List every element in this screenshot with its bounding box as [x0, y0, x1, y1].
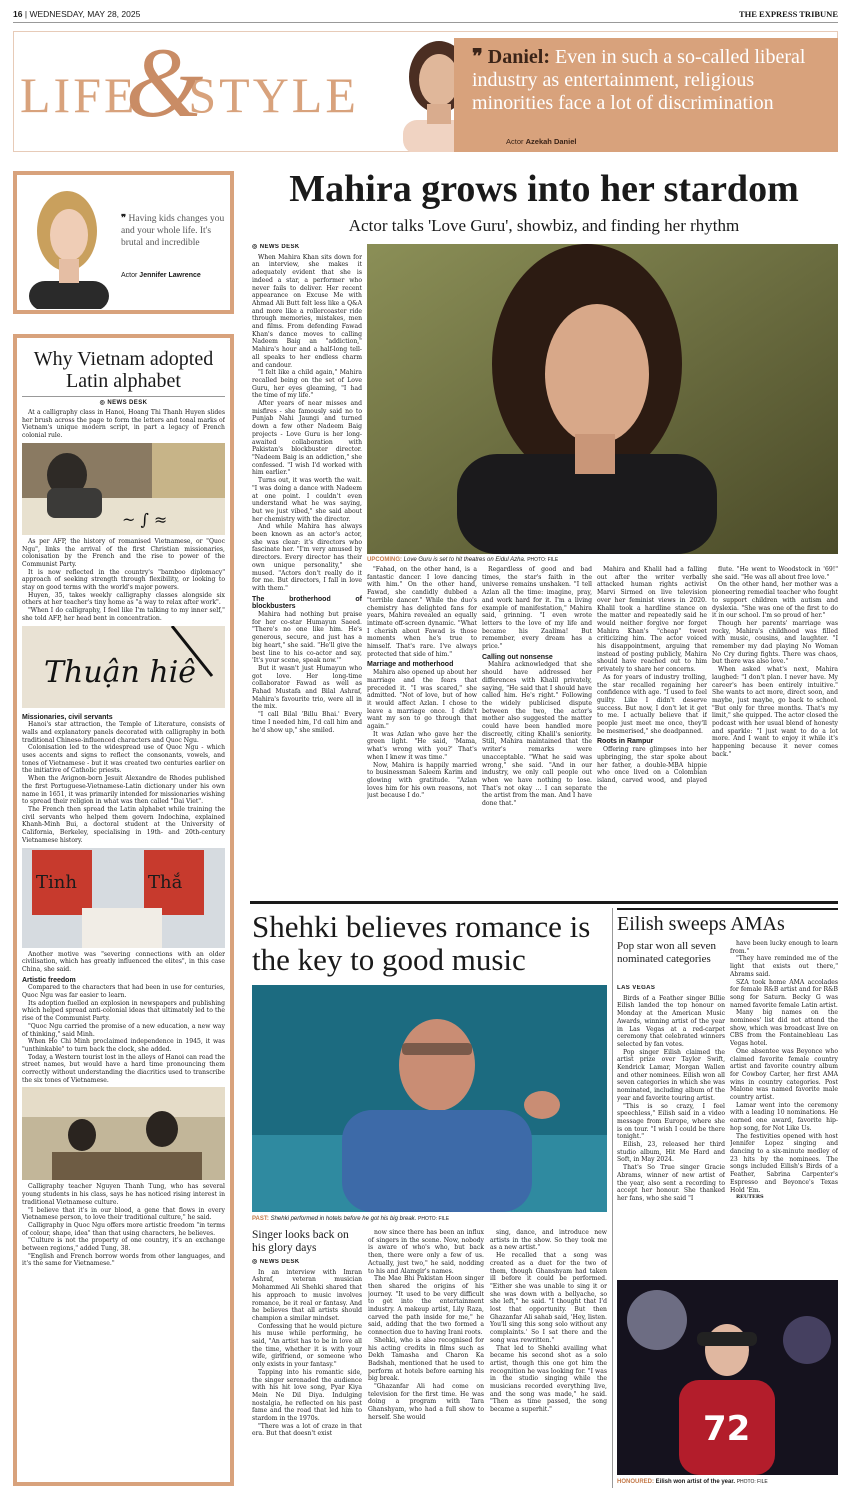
eilish-tag: LAS VEGAS: [617, 985, 656, 991]
shehki-image: [252, 985, 607, 1212]
news-desk-icon: ◎: [252, 1259, 258, 1265]
folio: 16 | WEDNESDAY, MAY 28, 2025 THE EXPRESS TRIBUNE: [13, 9, 838, 23]
vietnam-photo-3: [22, 848, 225, 948]
vietnam-body-2: Missionaries, civil servants Hanoi's star attraction, the Temple of Literature, consists of walls and explanatory panels decorated with calligraphy in both traditional Chinese-influenced characters and Quoc Ngu. Colonisation led to the widespread use of Quoc Ngu - which uses accents and signs to reflect the consonants, vowels, and tones of Vietnamese - but it was created two centuries earlier on the initiative of Catholic priests. When the Avignon-born Jesuit Alexandre de Rhodes published the first Portuguese-Vietnamese-Latin dictionary under his own name in 1651, it was primarily intended for missionaries wishing to spread their religion in what was then called "Dai Viet". The French then spread the Latin alphabet while training the civil servants who helped them govern Indochina, explained Khanh-Minh Bui, a doctoral student at the University of California, Berkeley, specialising in 19th- and 20th-century Vietnamese history.: [22, 713, 225, 844]
svg-text:Thuận hiê: Thuận hiê: [44, 654, 197, 690]
mahira-tag: ◎ NEWS DESK: [252, 244, 300, 250]
mahira-caption: UPCOMING: Love Guru is set to hit theatres on Eidul Azha. PHOTO: FILE: [367, 557, 559, 563]
mahira-col-3: Regardless of good and bad times, the star's faith in the universe remains unshaken. "I tell Azlan all the time: imagine, pray, and work hard for it. I'm a living example of manifestation," Mahira said, grinning. "I even wrote letters to the love of my life and became his Zaalima! But remember, every dream has a price." Calling out nonsense Mahira acknowledged that she should have addressed her differences with Khalil privately, saying, "He said that I should have called him. He's right." Following the widely publicised dispute between the two, the actor's mother also suggested the matter could have been handled more discreetly, citing Khalil's seniority. Still, Mahira maintained that the writer's remarks were unacceptable. "What he said was wrong," she said. "And in our industry, we only call people out when we have nothing to lose. That's not okay ... I can separate the artist from the man. And I have done that.": [482, 566, 592, 808]
masthead-quote-box: [454, 38, 838, 152]
eilish-col-1: LAS VEGAS Birds of a Feather singer Billie Eilish landed the top honour on Monday at the American Music Awards, winning artist of the year in Las Vegas at a red-carpet ceremony that celebrated winners selected by fan votes. Pop singer Eilish claimed the artist prize over Taylor Swift, Kendrick Lamar, Morgan Wallen and other nominees. Eilish won all seven categories in which she was nominated, including album of the year and favorite touring artist. "This is so crazy, I feel speechless," Eilish said in a video message from Europe, where she is on tour. "I wish I could be there tonight." Eilish, 23, released her third studio album, Hit Me Hard and Soft, in May 2024. That's So True singer Gracie Abrams, winner of new artist of the year, also sent a recording to accept her honour. She thanked her fans, who she said "I: [617, 985, 725, 1202]
mahira-title: Mahira grows into her stardom: [289, 168, 799, 210]
shehki-caption: PAST: Shehki performed in hotels before he got his big break. PHOTO: FILE: [252, 1216, 450, 1222]
calligraphy-script-image: [22, 626, 225, 708]
portrait-image: [17, 181, 117, 309]
shehki-col-3: sing, dance, and introduce new artists in the show. So they took me as a new artist." He recalled that a song was created as a duet for the two of them, though Ghanshyam had taken ill before it could be performed. "Either she was unable to sing it or she was down with a bellyache, so she left," he said. "I thought that I'd lost that opportunity. But then Ghazanfar Ali sahab said, 'Hey, listen. You'll sing this song solo without any complaints.' So I sat there and the song was rewritten." That led to Shehki availing what became his second shot as a solo artist, though this one got him the recognition he was looking for. "I was in the studio singing while the musicians recorded everything live, and the song was made," he said. "Then as time passed, the song became a superhit.": [490, 1229, 607, 1414]
quote-marks-icon: ❞: [472, 46, 483, 68]
vietnam-intro: At a calligraphy class in Hanoi, Hoang Thi Thanh Huyen slides her brush across the page to form the letters and tonal marks of Vietnam's unique modern script, in part a legacy of French colonial rule.: [22, 409, 225, 440]
vietnam-body-1: As per AFP, the history of romanised Vietnamese, or "Quoc Ngu", links the arrival of the first Christian missionaries, colonisation by the French and the rise to power of the Communist Party. It is now reflected in the country's "bamboo diplomacy" approach of seeking strength through flexibility, or looking to stay on good terms with the world's major powers. Huyen, 35, takes weekly calligraphy classes alongside six others at her teacher's tiny home as "a way to relax after work". "When I do calligraphy, I feel like I'm talking to my inner self," she told AFP, her head bent in concentration.: [22, 537, 225, 622]
shehki-deck: Singer looks back on his glory days: [252, 1229, 349, 1254]
mahira-col-5: flute. "He went to Woodstock in '69!" she said. "He was all about free love." On the other hand, her mother was a pioneering remedial teacher who fought to support children with autism and dyslexia. "She was one of the first to do it in our school. I'm so proud of her." Though her parents' marriage was rocky, Mahira's childhood was filled with music, cousins, and laughter. "I remember my dad playing No Woman No Cry during fights. There was chaos, but there was also love." When asked what's next, Mahira laughed: "I don't plan. I never have. My career's has been entirely intuitive." She wants to act more, direct soon, and maybe, just maybe, go back to school. "But only for three months. That's my limit," she quipped. The actor closed the podcast with her usual blend of honesty and sparkle: "I just want to do a lot more. And I want to enjoy it while it's happening because it never comes back.": [712, 566, 838, 758]
quote-name: Daniel:: [487, 46, 550, 68]
vietnam-body-3: Another motive was "severing connections with an older civilisation, which has greatly influenced the elites", in this case China, she said. Artistic freedom Compared to the characters that had been in use for centuries, Quoc Ngu was far easier to learn. Its adoption fuelled an explosion in newspapers and publishing which helped spread anti-colonial ideas that ultimately led to the rise of the Communist Party. "Quoc Ngu carried the promise of a new education, a new way of thinking," said Minh. When Ho Chi Minh proclaimed independence in 1945, it was "unthinkable" to turn back the clock, she added. Today, a Western tourist lost in the alleys of Hanoi can read the street names, but would have a hard time pronouncing them correctly without understanding the diacritics used to transcribe the six tones of Vietnamese.: [22, 950, 225, 1084]
quote-text: Even in such a so-called liberal industry as entertainment, religious minorities face a lot of discrimination: [472, 46, 806, 114]
news-desk-icon: ◎: [252, 244, 258, 250]
lawrence-photo: [17, 181, 117, 309]
shehki-tag: ◎ NEWS DESK: [252, 1259, 300, 1265]
masthead: [13, 27, 838, 152]
sidebar-quote-credit: Actor Jennifer Lawrence: [121, 272, 201, 279]
vietnam-photo-1: [22, 443, 225, 535]
eilish-caption: HONOURED: Eilish won artist of the year. PHOTO: FILE: [617, 1479, 768, 1485]
masthead-logo: LIFE&STYLE: [20, 27, 359, 138]
calligraphy-class-image: [22, 443, 225, 535]
quote-marks-icon: ❞: [121, 214, 127, 224]
mahira-col-2: "Fahad, on the other hand, is a fantastic dancer. I love dancing with him." On the other hand, Fawad, she candidly dubbed a "terrible dancer." While the duo's chemistry has delighted fans for years, Mahira revealed an equally intimate off-screen dynamic. "What I cherish about Fawad is those moments when he's true to himself. That's rare. I've always protected that side of him." Marriage and motherhood Mahira also opened up about her marriage and the fears that preceded it. "I was scared," she admitted. "Not of love, but of how it would affect Azlan. I chose to leave a marriage once. I didn't want my son to go through that again." It was Azlan who gave her the green light. "He said, 'Mama, what's wrong with you?' That's when I knew it was time." Now, Mahira is happily married to businessman Saleem Karim and glowing with gratitude. "Azlan loves him for his own reasons, not just because I do.": [367, 566, 477, 800]
vietnam-title: Why Vietnam adopted Latin alphabet: [33, 348, 214, 392]
vietnam-body-4: Calligraphy teacher Nguyen Thanh Tung, who has several young students in his class, says he has noticed rising interest in traditional Vietnamese culture. "I believe that it's in our blood, a gene that flows in every Vietnamese person, to love their traditional culture," he said. Calligraphy in Quoc Ngu offers more artistic freedom "in terms of colour, shape, idea" than that using characters, he believes. "Culture is not the property of one country, it's an exchange between regions," added Tung, 38. "English and French borrow words from other languages, and it's the same for Vietnamese.": [22, 1183, 225, 1268]
folio-date: WEDNESDAY, MAY 28, 2025: [29, 9, 141, 19]
shehki-photo: [252, 985, 607, 1212]
eilish-deck: Pop star won all seven nominated categories: [617, 940, 716, 965]
shehki-col-2: now since there has been an influx of singers in the scene. Now, nobody is aware of who's who, but back then, there were only a few of us. Actually, just two," he said, nodding to his and Alamgir's names. The Mae Bhi Pakistan Hoon singer then shared the origins of his journey. "It used to be very difficult to get into the entertainment industry. A makeup artist, Lily Raza, carved the path inside for me," he said, adding that the two formed a connection due to having Irani roots. Shehki, who is also recognised for his acting credits in films such as Dekh Tamasha and Charon Ka Badshah, mentioned that he used to perform at hotels before earning his big break. "Ghazanfar Ali had come on television for the first time. He was doing a program with Tara Ghanshyam, who had a full show to herself. She would: [368, 1229, 484, 1421]
vietnam-article: [13, 334, 234, 1486]
vietnam-photo-2: [22, 626, 225, 708]
svg-text:Tinh: Tinh: [36, 871, 77, 893]
sidebar-quote: ❞ Having kids changes you and your whole life. It's brutal and incredible: [121, 214, 225, 248]
mahira-photo: [367, 244, 838, 554]
vietnam-photo-4: [22, 1087, 225, 1180]
calligraphy-banner-image: [22, 848, 225, 948]
eilish-image: [617, 1280, 838, 1475]
mahira-deck: Actor talks 'Love Guru', showbiz, and finding her rhythm: [348, 216, 740, 235]
paper-name: THE EXPRESS TRIBUNE: [738, 9, 838, 19]
sidebar-quote-box: [13, 171, 234, 314]
svg-text:~ ∫ ≈: ~ ∫ ≈: [122, 509, 168, 529]
mahira-image: [367, 244, 838, 554]
calligraphy-teacher-image: [22, 1087, 225, 1180]
page-number: 16: [13, 9, 23, 19]
vietnam-tag: ◎ NEWS DESK: [22, 396, 225, 406]
quote-credit: Actor Azekah Daniel: [506, 137, 577, 146]
eilish-photo: [617, 1280, 838, 1475]
svg-text:72: 72: [703, 1409, 751, 1449]
mahira-col-4: Mahira and Khalil had a falling out after the writer verbally attacked human rights activist Marvi Sirmed on live television over her feminist views in 2020. Khalil took a hardline stance on the matter and repeatedly said he would neither forgive nor forget Mahira Khan's "cheap" tweet criticizing him. The actor voiced his disappointment, arguing that instead of posting publicly, Mahira should have reached out to him privately to share her concerns. As for years of industry trolling, the star recalled regaining her confidence with age. "I used to feel guilty. Like I didn't deserve success. But now, I don't let it get to me. I actually believe that if people just meet me once, they'll be mesmerised," she deadpanned. Roots in Rampur Offering rare glimpses into her upbringing, the star spoke about her father, a double-MBA hippie who once lived on a Colombian island, carved wood, and played the: [597, 566, 707, 792]
section-divider: [250, 901, 838, 904]
shehki-col-1: ◎ NEWS DESK In an interview with Imran Ashraf, veteran musician Mohammed Ali Shehki shared that his approach to music involves romance, be it real or fantasy. And he believes that all artists should champion a similar mindset. Confessing that he would picture his muse while performing, he said, "An artist has to be in love all the time, whether it is with your wife, girlfriend, or someone who only exists in your fantasy." Tapping into his romantic side, the singer serenaded the audience with his hit love song, Pyar Kiya Mein Ne Dil Diya. Indulging nostalgia, he reflected on his past fame and the road that led him to stardom in the 1970s. "There was a lot of craze in that era. But that doesn't exist: [252, 1259, 362, 1438]
masthead-quote: [472, 46, 830, 115]
eilish-title: Eilish sweeps AMAs: [617, 908, 838, 936]
eilish-col-2: have been lucky enough to learn from." "They have reminded me of the light that exists out there," Abrams said. SZA took home AMA accolades for female R&B artist and for R&B song for Saturn. Becky G was named favorite female Latin artist. Many big names on the nominees' list did not attend the show, which was broadcast live on CBS from the Fontainebleau Las Vegas hotel. One absentee was Beyonce who claimed favorite female country artist and favorite country album for Cowboy Carter, her first AMA wins in country categories. Post Malone was named favorite male country artist. Lamar went into the ceremony with a leading 10 nominations. He earned one award, favorite hip-hop song, for Not Like Us. The festivities opened with host Jennifer Lopez singing and dancing to a six-minute medley of 23 hits by the nominees. The songs included Eilish's Birds of a Feather, Sabrina Carpenter's Espresso and Beyonce's Texas Hold 'Em. REUTERS: [730, 940, 838, 1201]
news-desk-icon: ◎: [99, 400, 106, 406]
mahira-col-1: ◎ NEWS DESK When Mahira Khan sits down for an interview, she makes it adequately evident that she is indeed a star, a performer who never fails to deliver. Her recent appearance on Excuse Me with Ahmad Ali Butt felt less like a Q&A and more like a rollercoaster ride through memories, mistakes, men and films. From defending Fawad Khan's dance moves to calling Nadeem Baig an "addiction," Mahira's hour and a half-long tell-all speaks to her endless charm and candour. "I felt like a child again," Mahira recalled being on the set of Love Guru, her eyes gleaming, "I had the time of my life." After years of near misses and misfires - she famously said no to Punjab Nahi Jaungi and turned down a few other Nadeem Baig projects - Love Guru is her long-awaited collaboration with Pakistan's blockbuster director. "Nadeem Baig is an addiction," she confessed. "I wish I'd worked with him earlier." Turns out, it was worth the wait. "I was doing a dance with Nadeem at one point. I couldn't even understand what he was saying, but we just vibed," she said about her chemistry with the director. And while Mahira has always been known as an actor's actor, she was clear: it's directors who fascinate her. "I'm very amused by directors. Every director has their own unique personality," she mused. "Actors don't really do it for me. But directors, I fall in love with them." The brotherhood of blockbusters Mahira had nothing but praise for her co-star Humayun Saeed. "There's no one like him. He's generous, secure, and just has a big heart," she said. "He'll give the best line to his co-actor and say, 'It's your scene, speak now.'" But it wasn't just Humayun who got love. Her long-time collaborator Fawad as well as Fahad Mustafa and Bilal Ashraf, Mahira's favourite trio, were all in the mix. "I call Bilal 'Billu Bhai.' Every time I needed him, I'd call him and he'd show up," she smiled.: [252, 244, 362, 734]
shehki-title: Shehki believes romance is the key to good music: [252, 909, 591, 977]
svg-text:Thắ: Thắ: [148, 871, 183, 893]
